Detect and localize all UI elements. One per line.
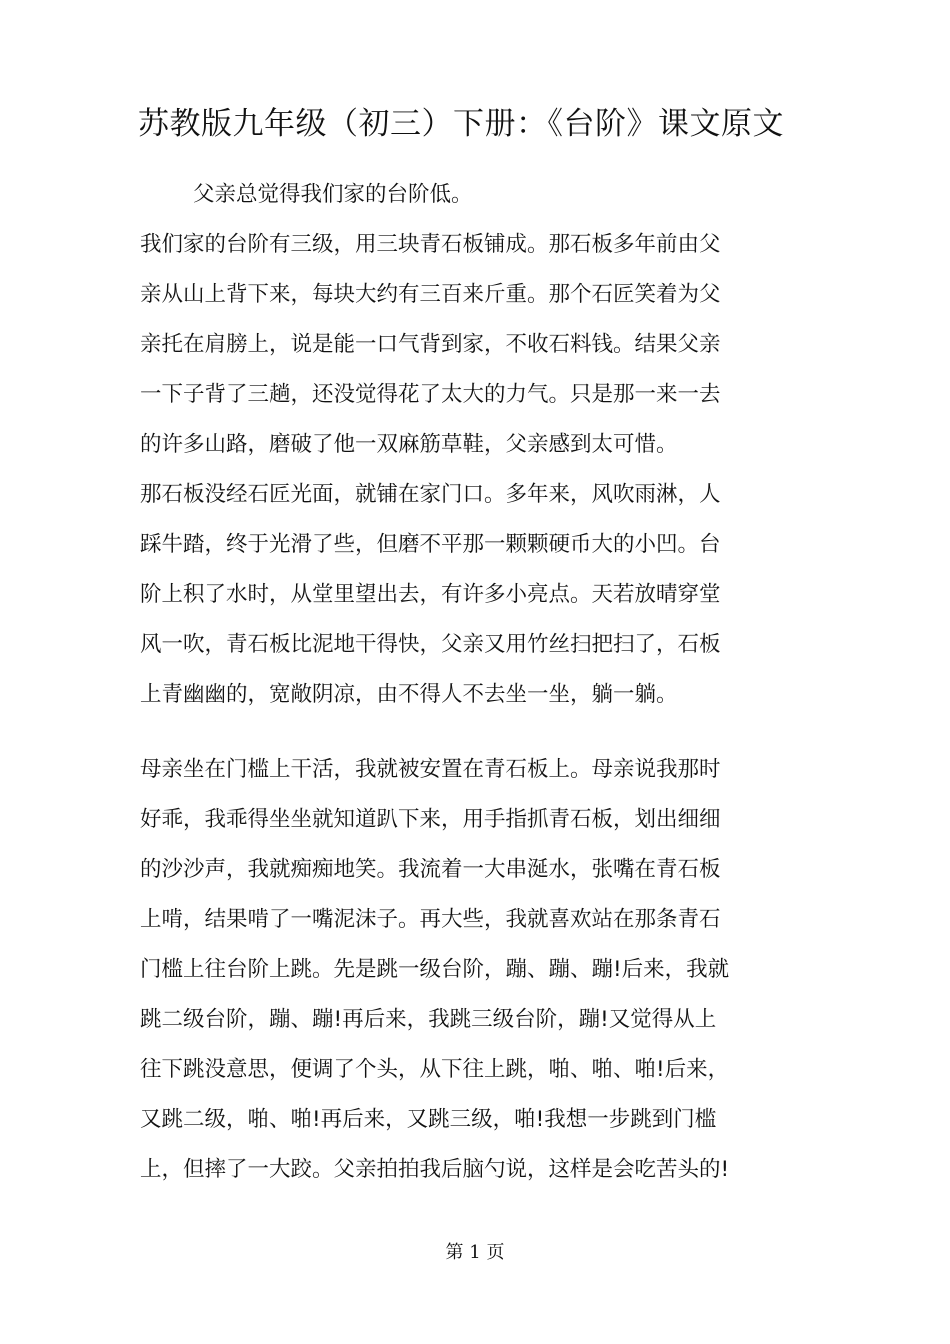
paragraph-line-20: 上，但摔了一大跤。父亲拍拍我后脑勺说，这样是会吃苦头的! [140,1157,730,1182]
paragraph-line-4: 亲托在肩膀上，说是能一口气背到家，不收石料钱。结果父亲 [140,332,721,357]
paragraph-line-7: 那石板没经石匠光面，就铺在家门口。多年来，风吹雨淋，人 [140,482,721,507]
document-title: 苏教版九年级（初三）下册：《台阶》课文原文 [138,106,784,142]
paragraph-line-15: 上啃，结果啃了一嘴泥沫子。再大些，我就喜欢站在那条青石 [140,907,721,932]
page-number: 第 1 页 [445,1242,505,1263]
paragraph-line-17: 跳二级台阶，蹦、蹦!再后来，我跳三级台阶，蹦!又觉得从上 [140,1007,717,1032]
paragraph-line-10: 风一吹，青石板比泥地干得快，父亲又用竹丝扫把扫了，石板 [140,632,721,657]
paragraph-line-13: 好乖，我乖得坐坐就知道趴下来，用手指抓青石板，划出细细 [140,807,721,832]
paragraph-line-2: 我们家的台阶有三级，用三块青石板铺成。那石板多年前由父 [140,232,721,257]
paragraph-line-5: 一下子背了三趟，还没觉得花了太大的力气。只是那一来一去 [140,382,721,407]
paragraph-line-12: 母亲坐在门槛上干活，我就被安置在青石板上。母亲说我那时 [140,757,721,782]
paragraph-line-8: 踩牛踏，终于光滑了些，但磨不平那一颗颗硬币大的小凹。台 [140,532,721,557]
paragraph-line-18: 往下跳没意思，便调了个头，从下往上跳，啪、啪、啪!后来， [140,1057,730,1082]
paragraph-line-6: 的许多山路，磨破了他一双麻筋草鞋，父亲感到太可惜。 [140,432,678,457]
paragraph-line-19: 又跳二级，啪、啪!再后来，又跳三级，啪!我想一步跳到门槛 [140,1107,717,1132]
paragraph-line-3: 亲从山上背下来，每块大约有三百来斤重。那个石匠笑着为父 [140,282,721,307]
paragraph-line-11: 上青幽幽的，宽敞阴凉，由不得人不去坐一坐，躺一躺。 [140,682,678,707]
paragraph-line-1: 父亲总觉得我们家的台阶低。 [193,182,473,207]
paragraph-line-9: 阶上积了水时，从堂里望出去，有许多小亮点。天若放晴穿堂 [140,582,721,607]
paragraph-line-14: 的沙沙声，我就痴痴地笑。我流着一大串涎水，张嘴在青石板 [140,857,721,882]
paragraph-line-16: 门槛上往台阶上跳。先是跳一级台阶，蹦、蹦、蹦!后来，我就 [140,957,730,982]
